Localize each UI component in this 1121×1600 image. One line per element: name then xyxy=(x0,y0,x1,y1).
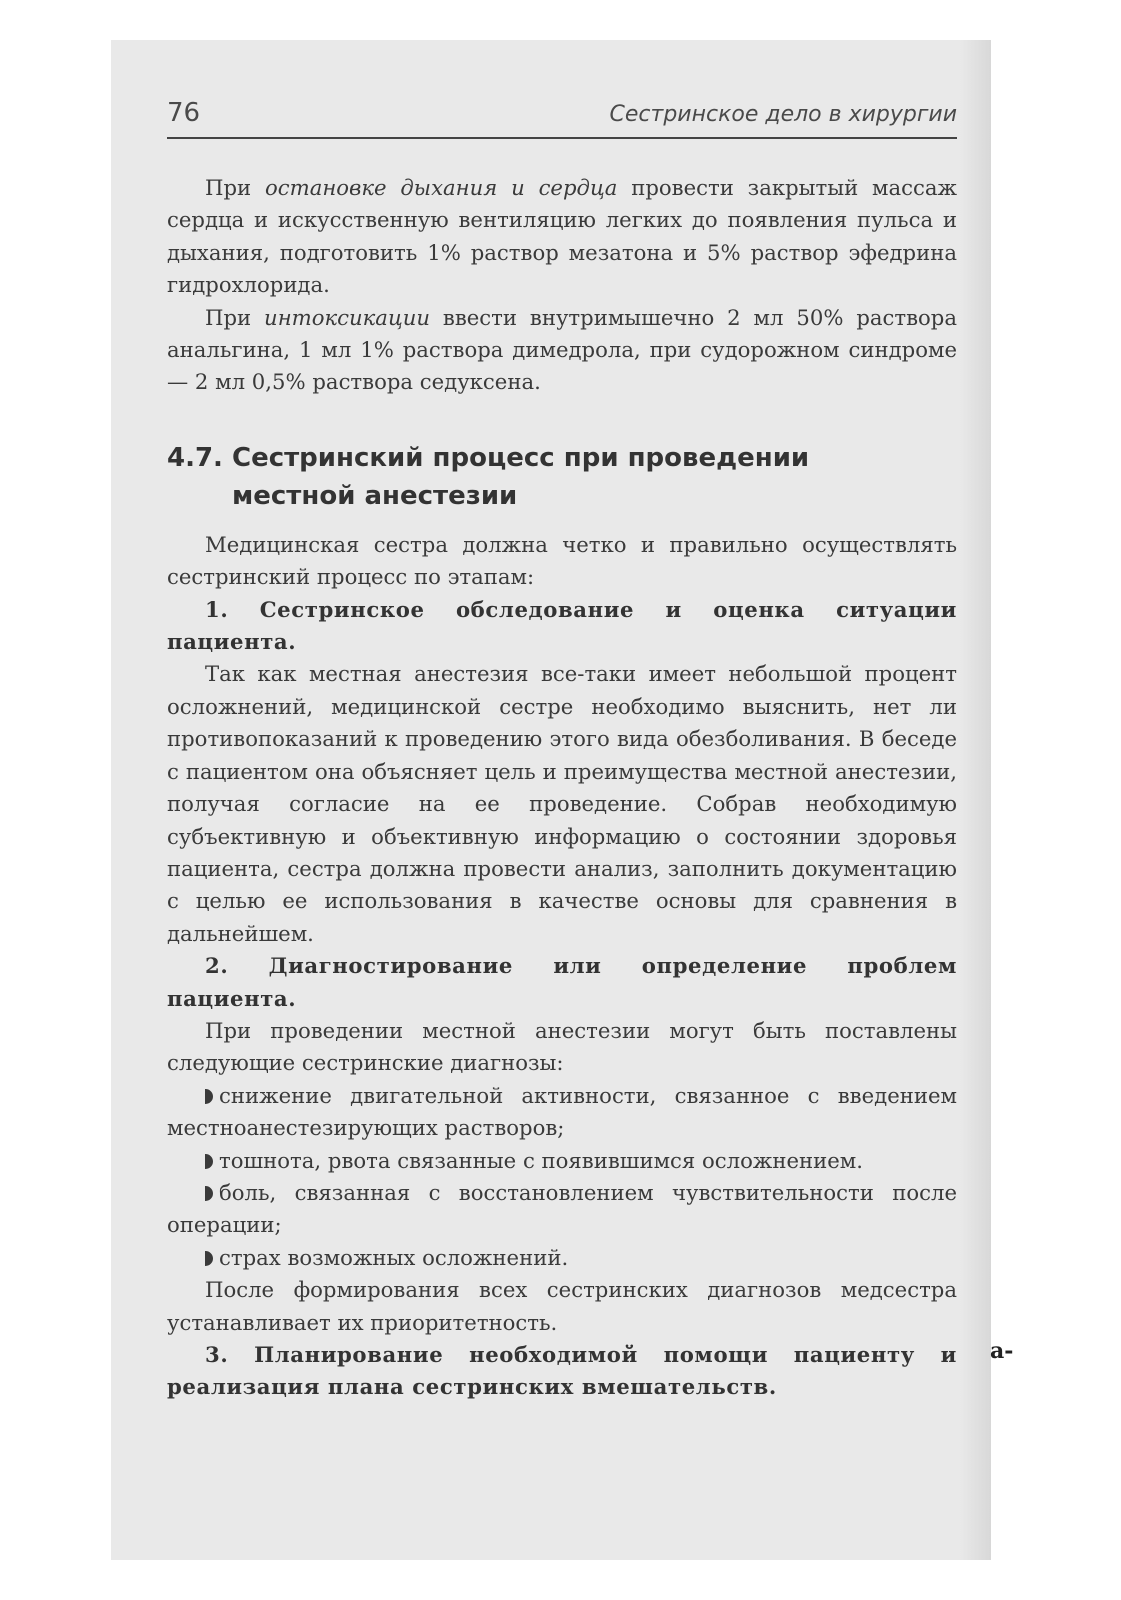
paragraph-priority: После формирования всех сестринских диагнозов медсестра устанавливает их приоритетность. xyxy=(167,1277,957,1335)
section-heading xyxy=(167,439,957,515)
diagnosis-text: снижение двигательной активности, связанное с введением местноанестезирующих растворов; xyxy=(167,1082,957,1141)
paragraph-cardiac-arrest xyxy=(167,172,957,302)
stage-2-heading: 2. Диагностирование или определение проблем пациента. xyxy=(167,953,957,1011)
bullet-icon xyxy=(205,1154,213,1169)
diagnosis-text: страх возможных осложнений. xyxy=(219,1244,569,1270)
header-rule xyxy=(167,137,957,139)
diagnosis-text: тошнота, рвота связанные с появившимся осложнением. xyxy=(219,1147,864,1173)
bullet-icon xyxy=(205,1251,213,1266)
page-edge-shadow xyxy=(960,40,991,1560)
bullet-icon xyxy=(205,1186,213,1201)
emphasis-cardiac-arrest: остановке дыхания и сердца xyxy=(264,175,618,200)
page-number: 76 xyxy=(167,98,201,128)
stray-fragment: а- xyxy=(990,1338,1014,1364)
diagnosis-text: боль, связанная с восстановлением чувствительности после операции; xyxy=(167,1179,957,1238)
section-heading-line1: 4.7. Сестринский процесс при проведении xyxy=(167,442,810,473)
text: При xyxy=(205,175,265,200)
text: провести закрытый массаж сердца и искусственную вентиляцию легких до появления пульса и дыхания, подготовить 1% раствор мезатона и 5% раствор эфедрина гидрохлорида. xyxy=(167,175,957,298)
diagnosis-item xyxy=(167,1177,957,1242)
book-title: Сестринское дело в хирургии xyxy=(609,102,957,127)
paragraph-stage-2: При проведении местной анестезии могут быть поставлены следующие сестринские диагнозы: xyxy=(167,1017,957,1076)
stage-3-heading: 3. Планирование необходимой помощи пациенту и реализация плана сестринских вмешательств. xyxy=(167,1342,957,1400)
paragraph-intro: Медицинская сестра должна четко и правильно осуществлять сестринский процесс по этапам: xyxy=(167,531,957,590)
bullet-icon xyxy=(205,1089,213,1104)
paragraph-intoxication xyxy=(167,302,957,399)
section-heading-line2: местной анестезии xyxy=(232,480,518,511)
diagnosis-item xyxy=(167,1080,957,1145)
text: При xyxy=(205,304,265,330)
paragraph-stage-1: Так как местная анестезия все-таки имеет небольшой процент осложнений, медицинской сестре необходимо выяснить, нет ли противопоказаний к проведению этого вида обезболивания. В беседе с пациентом она объясняет цель и преимущества местной анестезии, получая согласие на ее проведение. Собрав необходимую субъективную и объективную информацию о состоянии здоровья пациента, сестра должна провести анализ, заполнить документацию с целью ее использования в качестве основы для сравнения в дальнейшем. xyxy=(167,661,957,946)
running-head xyxy=(167,98,957,128)
page-body xyxy=(167,172,957,1404)
diagnosis-item xyxy=(167,1242,957,1274)
stage-1-heading: 1. Сестринское обследование и оценка ситуации пациента. xyxy=(167,596,957,655)
diagnosis-item xyxy=(167,1145,957,1177)
text: ввести внутримышечно 2 мл 50% раствора анальгина, 1 мл 1% раствора димедрола, при судорожном синдроме — 2 мл 0,5% раствора седуксена. xyxy=(167,304,957,395)
emphasis-intoxication: интоксикации xyxy=(264,304,431,330)
